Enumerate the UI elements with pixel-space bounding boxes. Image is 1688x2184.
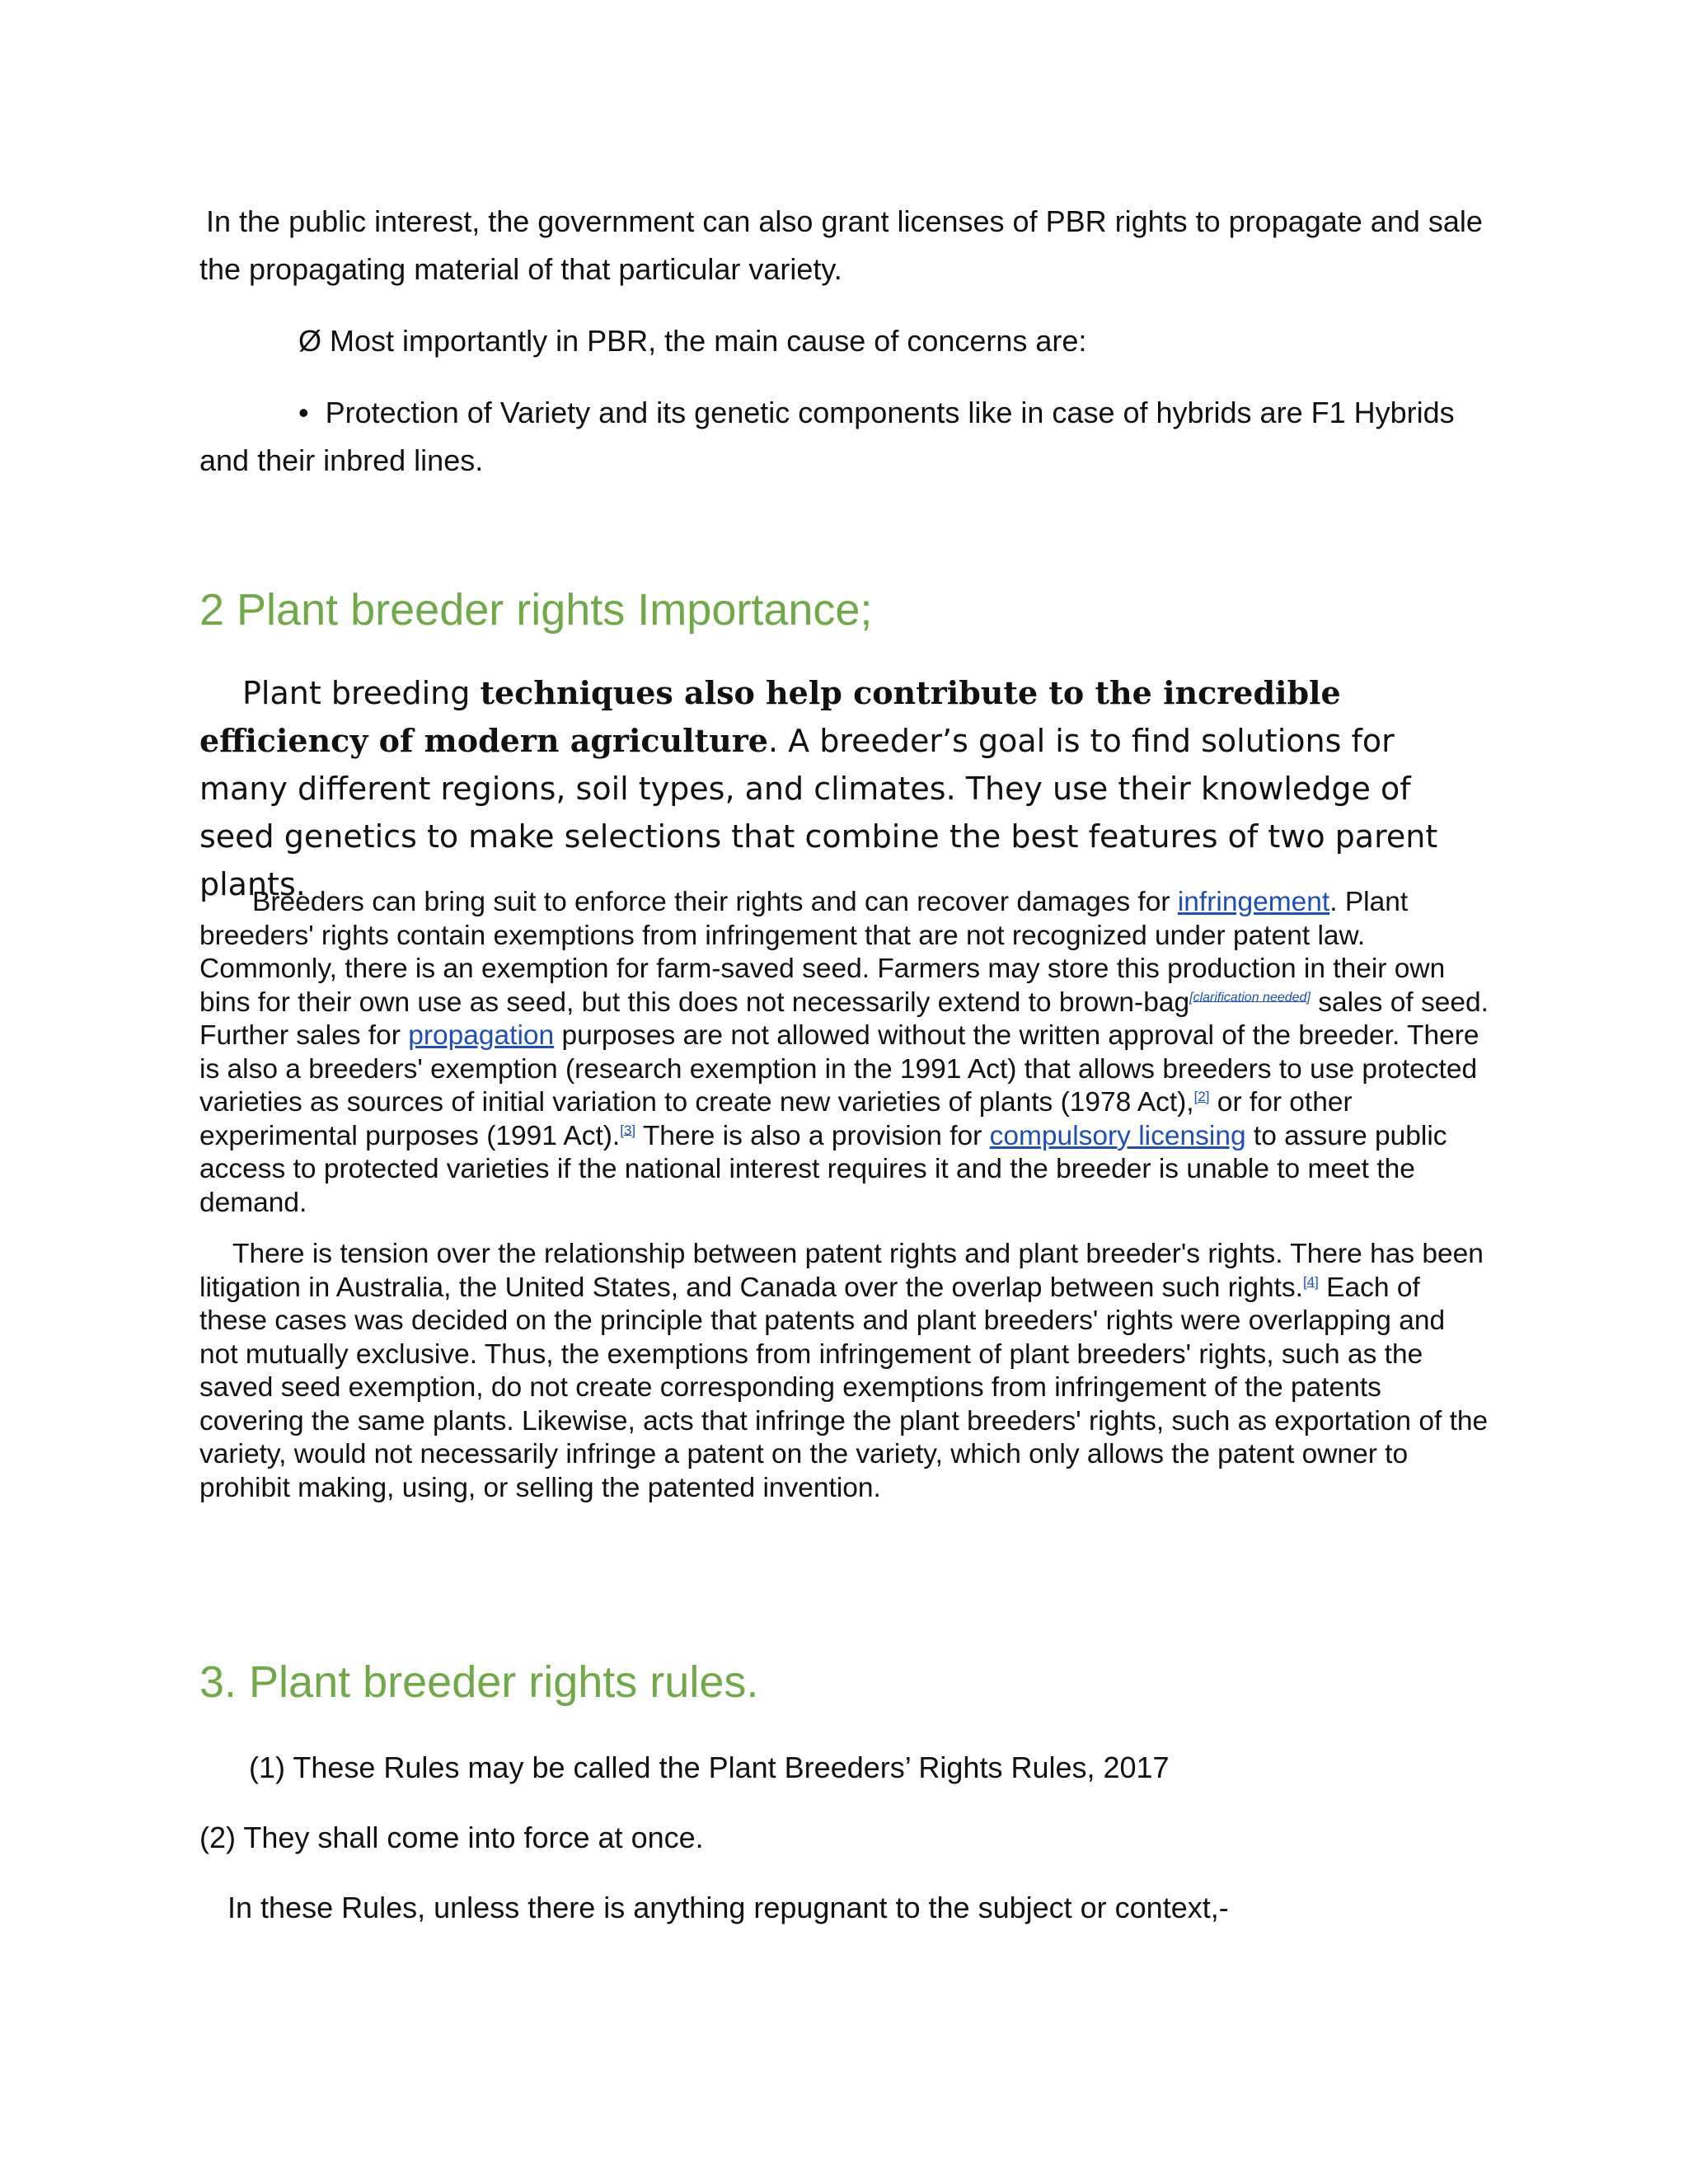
- p3-text-a: There is tension over the relationship between patent rights and plant breeder's rights. There has been litigation in Australia, the United States, and Canada over the overlap between such rights.: [199, 1239, 1484, 1303]
- clarification-needed-link[interactable]: clarification needed: [1193, 990, 1307, 1005]
- propagation-link[interactable]: propagation: [408, 1020, 555, 1051]
- p2-text-f: There is also a provision for: [635, 1120, 990, 1151]
- rule-3: In these Rules, unless there is anything repugnant to the subject or context,-: [227, 1891, 1229, 1924]
- section-2-paragraph-2: [199, 886, 1490, 1220]
- p2-text-d: purposes are not allowed without the written approval of the breeder. There is also a breeders' exemption (research exemption in the 1991 Act) that allows breeders to use protected varieties as sources of initial variation to create new varieties of plants (1978 Act),: [199, 1020, 1479, 1118]
- section-2-paragraph-1: [199, 669, 1490, 908]
- infringement-link[interactable]: infringement: [1177, 887, 1330, 917]
- bullet-marker: •: [298, 396, 309, 429]
- compulsory-licensing-link[interactable]: compulsory licensing: [989, 1120, 1246, 1151]
- p1-bold: techniques also help contribute to the incredible efficiency of modern agriculture: [199, 674, 1341, 759]
- citation-2-link[interactable]: [2]: [1193, 1088, 1210, 1104]
- p2-text-b: . Plant breeders' rights contain exemptions from infringement that are not recognized under patent law. Commonly, there is an exemption for farm-saved seed. Farmers may store this production in their own bins for their own use as seed, but this does not necessarily extend to brown-bag: [199, 887, 1446, 1018]
- p2-text-a: Breeders can bring suit to enforce their rights and can recover damages for: [252, 887, 1178, 917]
- p2-text-c: sales of seed. Further sales for: [199, 987, 1489, 1051]
- concern-marker: Ø: [298, 324, 322, 358]
- intro-paragraph: In the public interest, the government can also grant licenses of PBR rights to propagate and sale the propagating material of that particular variety.: [199, 204, 1483, 286]
- p2-text-g: to assure public access to protected varieties if the national interest requires it and the breeder is unable to meet the demand.: [199, 1120, 1447, 1218]
- p1-lead: Plant breeding: [242, 675, 481, 711]
- p1-rest: . A breeder’s goal is to find solutions for many different regions, soil types, and climates. They use their knowledge of seed genetics to make selections that combine the best features of two parent plants.: [199, 723, 1438, 902]
- citation-4-link[interactable]: [4]: [1302, 1273, 1319, 1290]
- concern-line: [298, 317, 1452, 365]
- citation-3-link[interactable]: [3]: [620, 1122, 636, 1138]
- p3-text-b: Each of these cases was decided on the principle that patents and plant breeders' rights were overlapping and not mutually exclusive. Thus, the exemptions from infringement of plant breeders' rights, such as the saved seed exemption, do not create corresponding exemptions from infringement of the patents covering the same plants. Likewise, acts that infringe the plant breeders' rights, such as exportation of the variety, would not necessarily infringe a patent on the variety, which only allows the patent owner to prohibit making, using, or selling the patented invention.: [199, 1272, 1489, 1503]
- section-2-heading: 2 Plant breeder rights Importance;: [199, 585, 873, 635]
- rule-2: (2) They shall come into force at once.: [199, 1821, 704, 1854]
- section-2-paragraph-3: [199, 1238, 1490, 1505]
- section-3-heading: 3. Plant breeder rights rules.: [199, 1657, 759, 1707]
- clarification-needed-note[interactable]: [clarification needed]: [1189, 990, 1311, 1005]
- rule-1: (1) These Rules may be called the Plant Breeders’ Rights Rules, 2017: [249, 1750, 1170, 1784]
- bullet-item: [199, 389, 1490, 485]
- bullet-text: Protection of Variety and its genetic components like in case of hybrids are F1 Hybrids and their inbred lines.: [199, 396, 1455, 477]
- p2-text-e: or for other experimental purposes (1991 Act).: [199, 1087, 1353, 1151]
- concern-text: Most importantly in PBR, the main cause of concerns are:: [330, 324, 1087, 358]
